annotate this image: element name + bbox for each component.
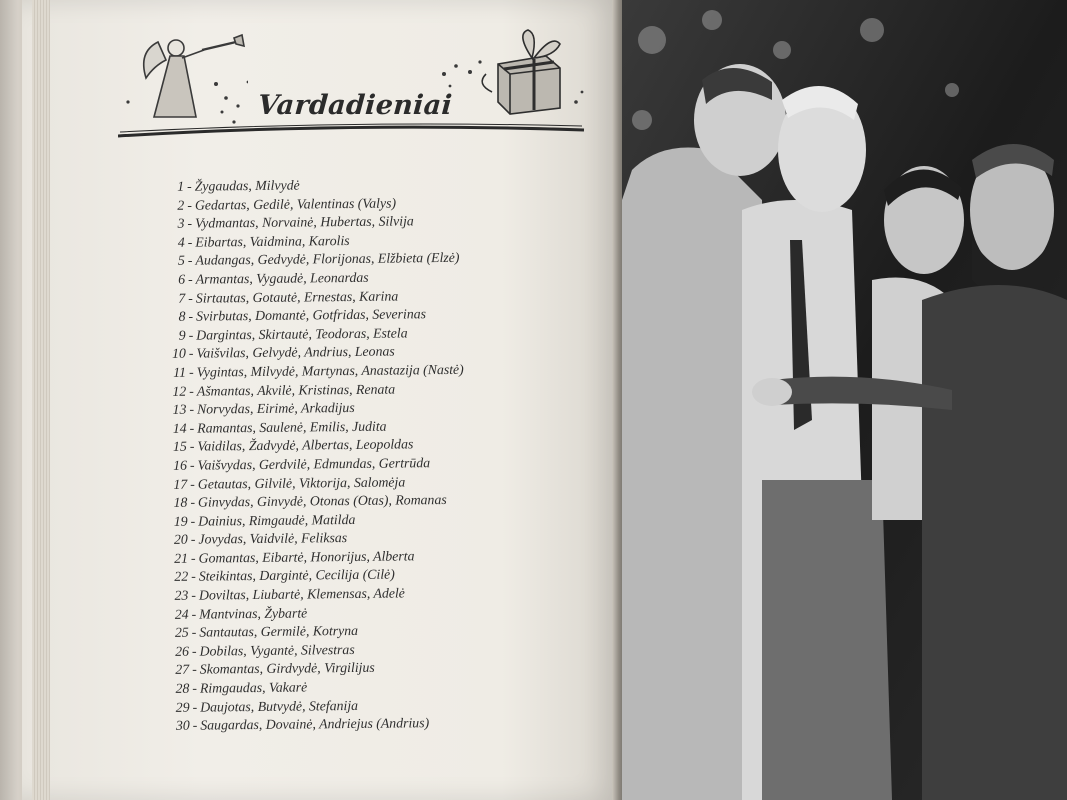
list-item: 5 - Audangas, Gedvydė, Florijonas, Elžbieta (Elzė)	[159, 248, 579, 271]
day-number: 27	[175, 662, 190, 678]
day-number: 5	[177, 253, 185, 269]
header-divider	[118, 122, 588, 138]
gift-box-icon	[436, 22, 586, 122]
list-item: 26 - Dobilas, Vygantė, Silvestras	[163, 638, 583, 661]
group-photograph	[622, 0, 1067, 800]
day-number: 18	[173, 494, 188, 510]
list-item: 19 - Dainius, Rimgaudė, Matilda	[162, 508, 582, 531]
list-item: 23 - Doviltas, Liubartė, Klemensas, Adelė	[162, 583, 582, 606]
day-number: 10	[171, 346, 186, 362]
day-names: Sirtautas, Gotautė, Ernestas, Karina	[195, 288, 399, 306]
day-number: 11	[173, 364, 187, 380]
day-names: Getautas, Gilvilė, Viktorija, Salomėja	[197, 473, 406, 492]
list-item: 29 - Daujotas, Butvydė, Stefanija	[163, 694, 583, 717]
day-names: Armantas, Vygaudė, Leonardas	[195, 269, 369, 287]
day-number: 28	[175, 680, 190, 696]
list-item: 27 - Skomantas, Girdvydė, Virgilijus	[163, 657, 583, 680]
day-number: 13	[172, 401, 187, 417]
list-item: 4 - Eibartas, Vaidmina, Karolis	[159, 229, 579, 252]
list-item: 18 - Ginvydas, Ginvydė, Otonas (Otas), Romanas	[161, 490, 581, 513]
day-number: 14	[172, 420, 187, 436]
day-names: Vaidilas, Žadvydė, Albertas, Leopoldas	[197, 436, 414, 454]
list-item: 30 - Saugardas, Dovainė, Andriejus (Andrius)	[164, 713, 584, 736]
day-number: 21	[174, 550, 189, 566]
day-names: Skomantas, Girdvydė, Virgilijus	[199, 660, 375, 678]
list-item: 15 - Vaidilas, Žadvydė, Albertas, Leopoldas	[161, 434, 581, 457]
day-names: Ramantas, Saulenė, Emilis, Judita	[197, 418, 387, 436]
list-item: 12 - Ašmantas, Akvilė, Kristinas, Renata	[160, 378, 580, 401]
page-header	[118, 22, 588, 142]
name-day-list	[158, 174, 584, 736]
page-title: Vardadieniai	[256, 90, 454, 121]
day-names: Saugardas, Dovainė, Andriejus (Andrius)	[200, 715, 430, 733]
day-names: Steikintas, Dargintė, Cecilija (Cilė)	[198, 567, 395, 585]
day-number: 29	[175, 699, 190, 715]
day-names: Vydmantas, Norvainė, Hubertas, Silvija	[195, 213, 414, 231]
day-names: Svirbutas, Domantė, Gotfridas, Severinas	[195, 306, 427, 324]
day-number: 8	[178, 308, 186, 324]
day-names: Jovydas, Vaidvilė, Feliksas	[198, 530, 348, 547]
day-names: Dargintas, Skirtautė, Teodoras, Estela	[196, 325, 408, 343]
day-number: 2	[177, 197, 185, 213]
day-names: Santautas, Germilė, Kotryna	[199, 623, 359, 640]
day-number: 20	[173, 531, 188, 548]
list-item: 10 - Vaišvilas, Gelvydė, Andrius, Leonas	[160, 341, 580, 364]
day-names: Vaišvydas, Gerdvilė, Edmundas, Gertrūda	[197, 455, 431, 473]
day-names: Eibartas, Vaidmina, Karolis	[195, 232, 350, 250]
day-names: Daujotas, Butvydė, Stefanija	[200, 697, 359, 715]
day-names: Audangas, Gedvydė, Florijonas, Elžbieta (Elzė)	[195, 250, 460, 268]
list-item: 7 - Sirtautas, Gotautė, Ernestas, Karina	[159, 285, 579, 308]
day-names: Žygaudas, Milvydė	[194, 177, 300, 194]
list-item: 17 - Getautas, Gilvilė, Viktorija, Salomėja	[161, 471, 581, 494]
day-number: 19	[173, 513, 188, 529]
day-number: 4	[177, 234, 185, 250]
day-number: 12	[172, 383, 187, 399]
list-item: 25 - Santautas, Germilė, Kotryna	[163, 620, 583, 643]
list-item: 2 - Gedartas, Gedilė, Valentinas (Valys)	[158, 192, 578, 215]
list-item: 16 - Vaišvydas, Gerdvilė, Edmundas, Gertrūda	[161, 452, 581, 475]
day-number: 17	[173, 476, 188, 492]
list-item: 14 - Ramantas, Saulenė, Emilis, Judita	[161, 415, 581, 438]
day-number: 15	[172, 439, 187, 455]
day-number: 16	[173, 457, 188, 473]
day-number: 23	[174, 587, 189, 603]
day-names: Ašmantas, Akvilė, Kristinas, Renata	[196, 381, 396, 399]
list-item: 11 - Vygintas, Milvydė, Martynas, Anastazija (Nastė)	[160, 360, 580, 383]
day-number: 1	[177, 178, 185, 194]
day-number: 7	[178, 290, 186, 306]
list-item: 22 - Steikintas, Dargintė, Cecilija (Cilė)	[162, 564, 582, 587]
list-item: 1 - Žygaudas, Milvydė	[158, 174, 578, 197]
day-names: Dobilas, Vygantė, Silvestras	[199, 641, 355, 659]
day-number: 26	[175, 643, 190, 659]
day-number: 9	[178, 327, 186, 343]
day-names: Gedartas, Gedilė, Valentinas (Valys)	[194, 195, 397, 213]
angel-trumpet-icon	[118, 22, 248, 132]
day-number: 25	[174, 624, 189, 641]
list-item: 24 - Mantvinas, Žybartė	[162, 601, 582, 624]
day-names: Vaišvilas, Gelvydė, Andrius, Leonas	[196, 343, 395, 361]
day-names: Rimgaudas, Vakarė	[199, 679, 308, 696]
day-names: Mantvinas, Žybartė	[199, 605, 308, 622]
list-item: 3 - Vydmantas, Norvainė, Hubertas, Silvija	[158, 211, 578, 234]
day-names: Doviltas, Liubartė, Klemensas, Adelė	[198, 585, 405, 603]
day-names: Norvydas, Eirimė, Arkadijus	[196, 400, 355, 417]
day-number: 3	[177, 215, 185, 231]
list-item: 9 - Dargintas, Skirtautė, Teodoras, Estela	[160, 322, 580, 345]
day-number: 24	[174, 606, 189, 622]
day-names: Gomantas, Eibartė, Honorijus, Alberta	[198, 548, 415, 566]
day-names: Dainius, Rimgaudė, Matilda	[198, 511, 356, 529]
page-edges	[32, 0, 50, 800]
list-item: 20 - Jovydas, Vaidvilė, Feliksas	[162, 527, 582, 550]
list-item: 28 - Rimgaudas, Vakarė	[163, 676, 583, 699]
day-names: Ginvydas, Ginvydė, Otonas (Otas), Romanas	[197, 492, 447, 510]
list-item: 13 - Norvydas, Eirimė, Arkadijus	[160, 397, 580, 420]
day-number: 30	[175, 717, 190, 734]
photo-illustration	[622, 0, 1067, 800]
list-item: 8 - Svirbutas, Domantė, Gotfridas, Severinas	[159, 304, 579, 327]
list-item: 6 - Armantas, Vygaudė, Leonardas	[159, 267, 579, 290]
day-number: 6	[178, 271, 186, 287]
day-number: 22	[174, 569, 189, 585]
day-names: Vygintas, Milvydė, Martynas, Anastazija (Nastė)	[196, 361, 464, 380]
list-item: 21 - Gomantas, Eibartė, Honorijus, Alberta	[162, 545, 582, 568]
